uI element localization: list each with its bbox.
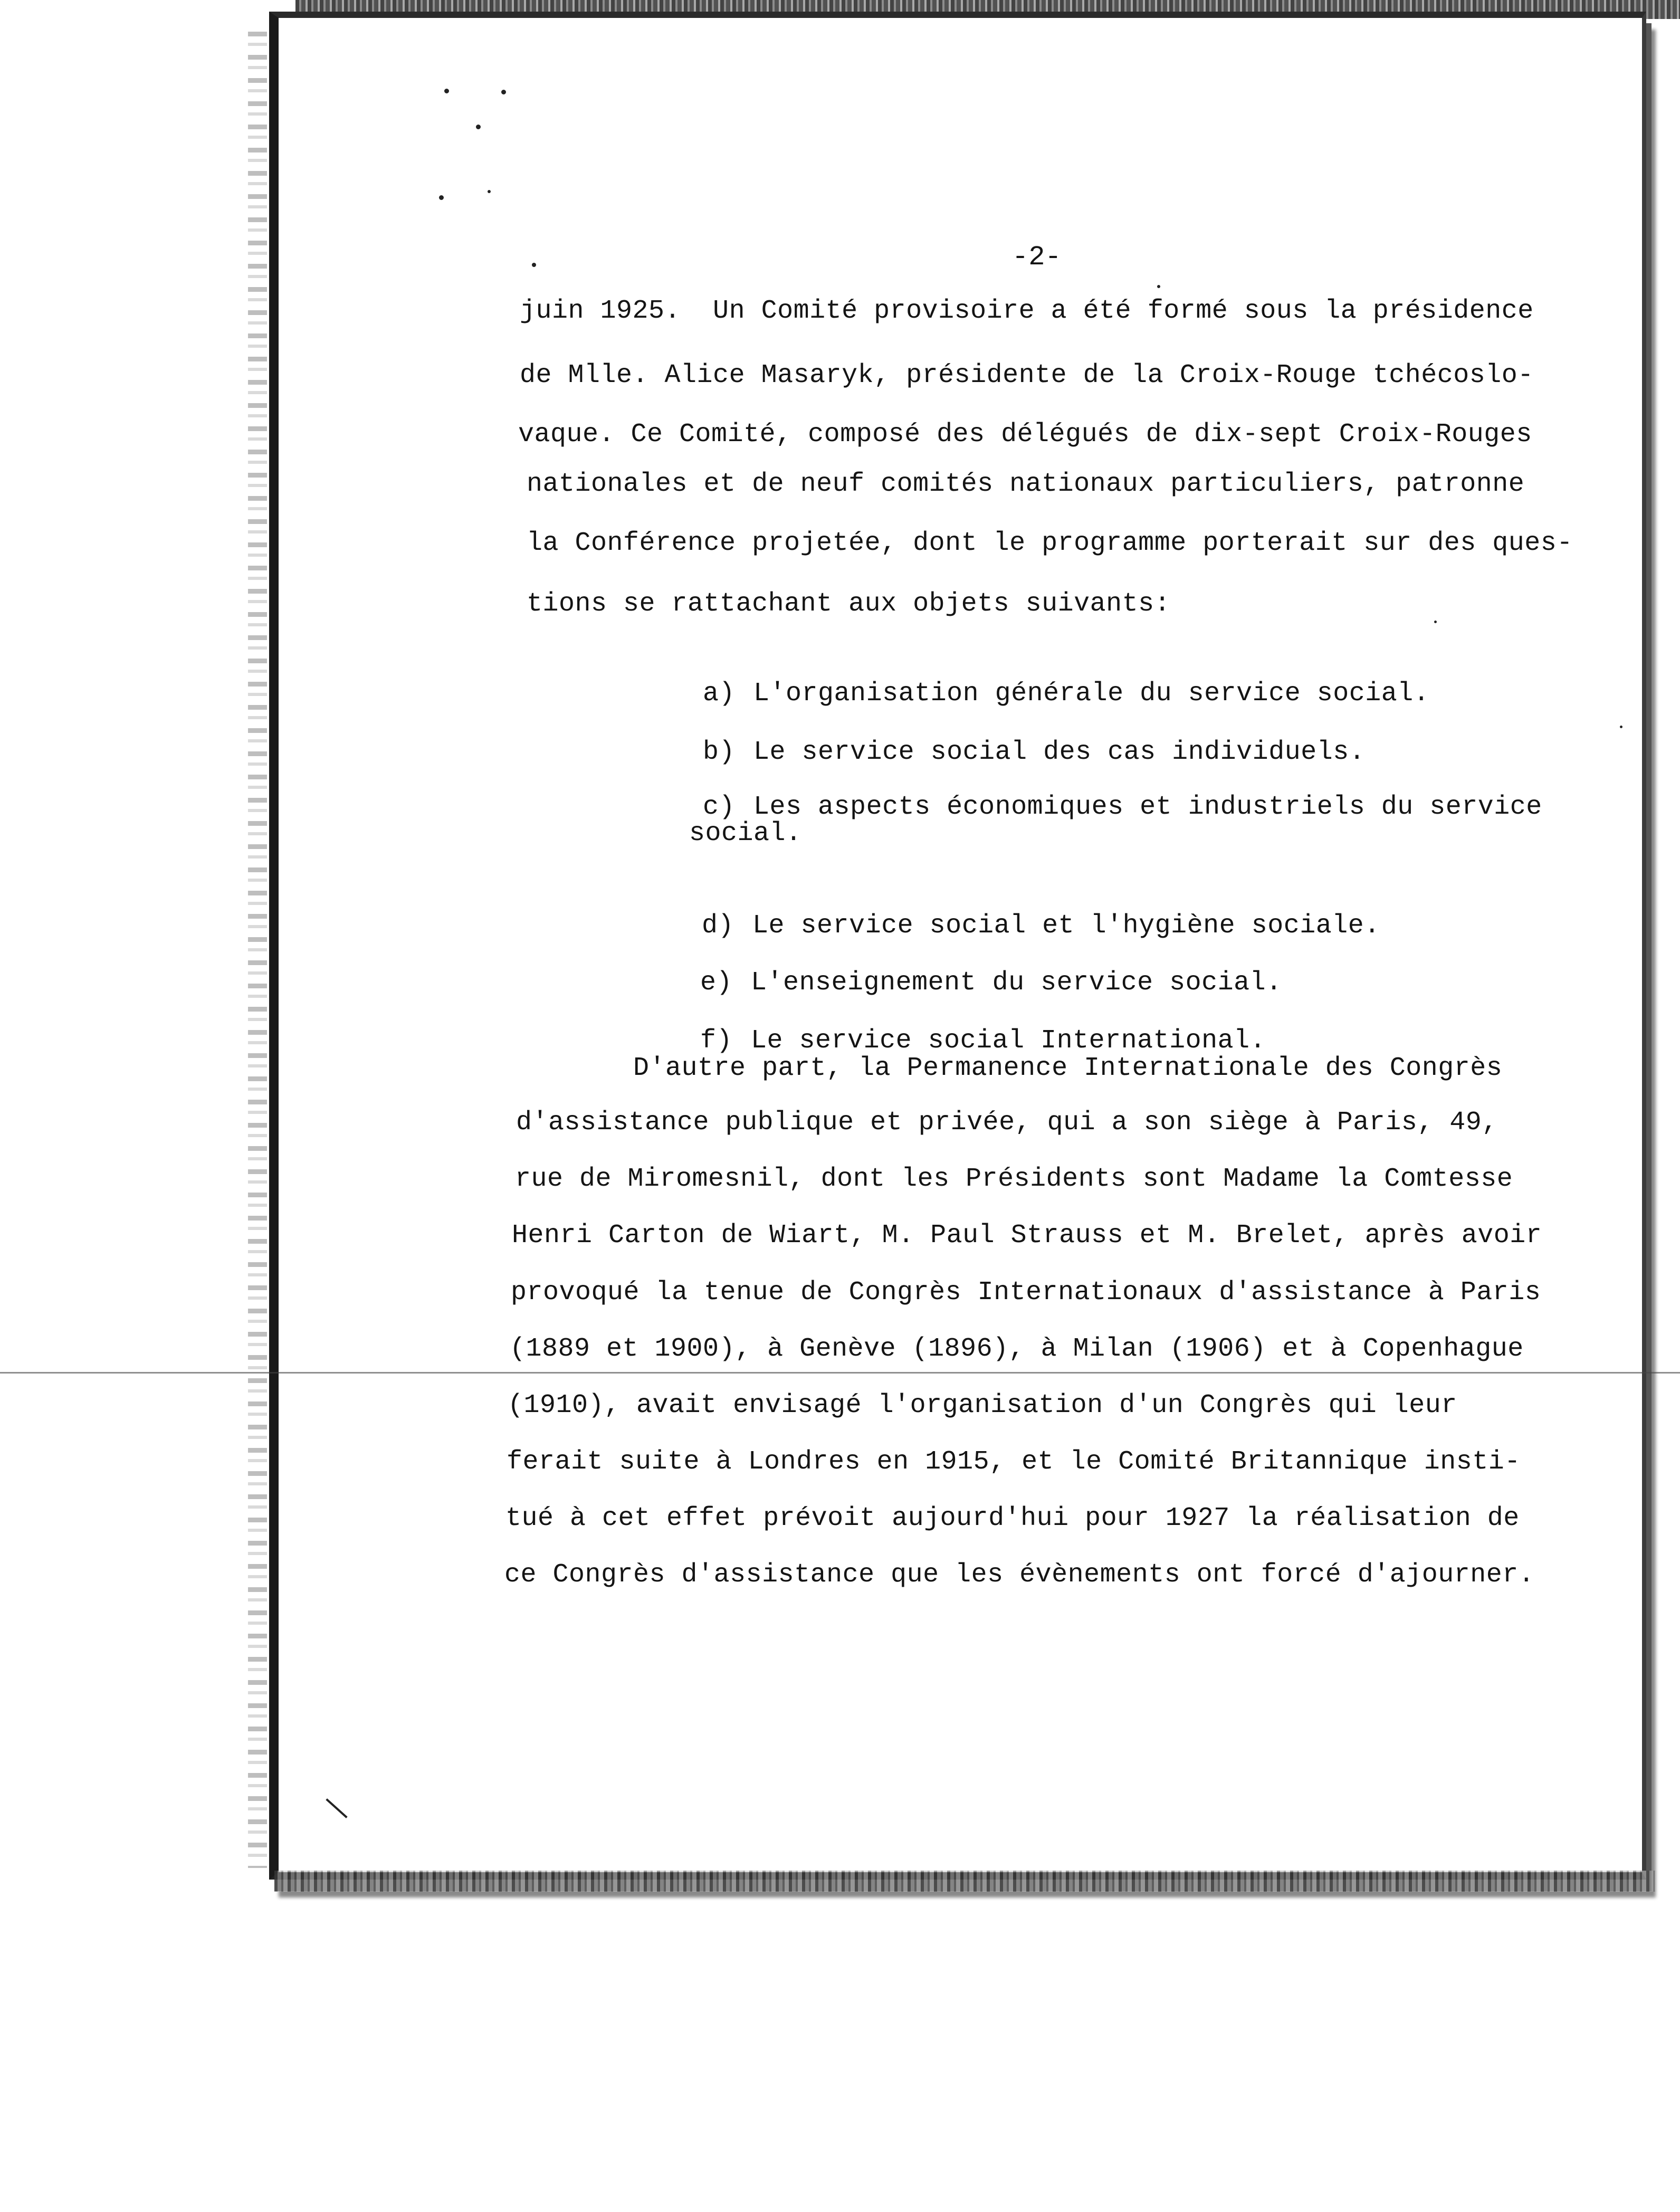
list-item-text: Les aspects économiques et industriels du service	[753, 792, 1542, 822]
list-item-text: L'enseignement du service social.	[751, 968, 1282, 998]
list-marker: d)	[702, 911, 734, 941]
paragraph-2-line: ce Congrès d'assistance que les évènements ont forcé d'ajourner.	[504, 1560, 1535, 1590]
list-item-text: Le service social International.	[751, 1026, 1266, 1056]
paragraph-2-line: d'assistance publique et privée, qui a son siège à Paris, 49,	[516, 1108, 1498, 1138]
list-marker: b)	[703, 737, 736, 767]
list-item-text: Le service social et l'hygiène sociale.	[752, 911, 1380, 941]
list-item-text: L'organisation générale du service social.	[753, 679, 1430, 709]
paragraph-2-line: (1910), avait envisagé l'organisation d'un Congrès qui leur	[508, 1390, 1457, 1420]
paragraph-2-line: ferait suite à Londres en 1915, et le Comité Britannique insti-	[507, 1447, 1521, 1477]
list-item-text: Le service social des cas individuels.	[753, 737, 1366, 767]
list-item-continuation: social.	[689, 818, 802, 848]
paragraph-1-line: de Mlle. Alice Masaryk, présidente de la Croix-Rouge tchécoslo-	[520, 360, 1534, 390]
paragraph-1-line: nationales et de neuf comités nationaux particuliers, patronne	[527, 469, 1525, 499]
list-marker: f)	[700, 1026, 733, 1056]
paragraph-2-line: (1889 et 1900), à Genève (1896), à Milan (1906) et à Copenhague	[510, 1334, 1524, 1364]
paragraph-2-line: rue de Miromesnil, dont les Présidents sont Madame la Comtesse	[515, 1164, 1513, 1194]
paragraph-2-line: provoqué la tenue de Congrès Internationaux d'assistance à Paris	[511, 1277, 1541, 1308]
paragraph-1-line: juin 1925. Un Comité provisoire a été formé sous la présidence	[520, 296, 1534, 326]
list-marker: a)	[703, 679, 736, 709]
list-marker: e)	[700, 968, 733, 998]
paragraph-2-line: D'autre part, la Permanence Internationale des Congrès	[633, 1053, 1503, 1083]
list-marker: c)	[703, 792, 736, 822]
paragraph-2-line: Henri Carton de Wiart, M. Paul Strauss et M. Brelet, après avoir	[512, 1221, 1542, 1251]
paragraph-1-line: la Conférence projetée, dont le programme porterait sur des ques-	[527, 528, 1573, 558]
paragraph-1-line: vaque. Ce Comité, composé des délégués de dix-sept Croix-Rouges	[518, 419, 1532, 450]
paragraph-1-line: tions se rattachant aux objets suivants:	[527, 589, 1171, 619]
paragraph-2-line: tué à cet effet prévoit aujourd'hui pour 1927 la réalisation de	[505, 1503, 1520, 1533]
page-number: -2-	[1012, 242, 1062, 273]
